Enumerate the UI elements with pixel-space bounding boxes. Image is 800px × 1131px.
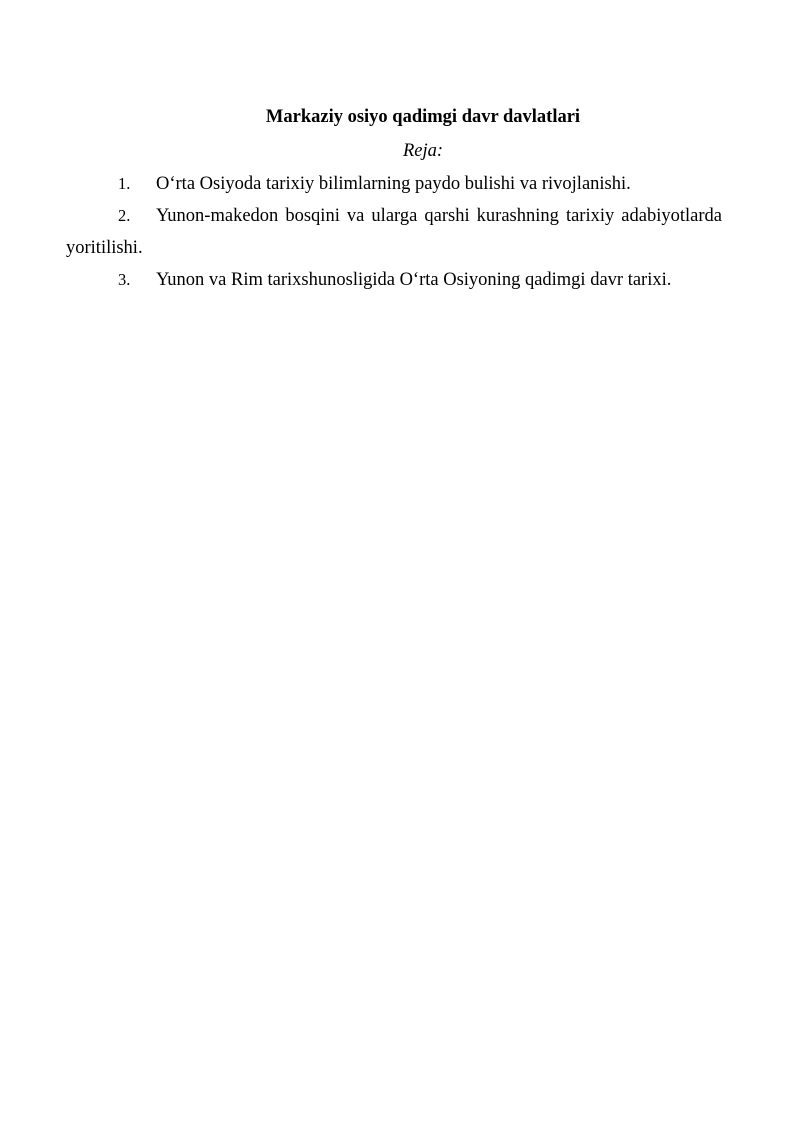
document-title: Markaziy osiyo qadimgi davr davlatlari — [265, 107, 581, 127]
plan-item-text: Yunon va Rim tarixshunosligida O‘rta Osiyoning qadimgi davr tarixi. — [156, 270, 672, 290]
plan-item-text: O‘rta Osiyoda tarixiy bilimlarning paydo bulishi va rivojlanishi. — [156, 174, 631, 194]
plan-item-number: 2. — [118, 206, 131, 225]
plan-item-number: 1. — [118, 174, 131, 193]
plan-item-number: 3. — [118, 270, 131, 289]
plan-item-text: Yunon-makedon bosqini va ularga qarshi kurashning tarixiy adabiyotlarda — [156, 206, 722, 226]
plan-heading: Reja: — [402, 141, 444, 161]
plan-item-text-continuation: yoritilishi. — [66, 238, 143, 258]
